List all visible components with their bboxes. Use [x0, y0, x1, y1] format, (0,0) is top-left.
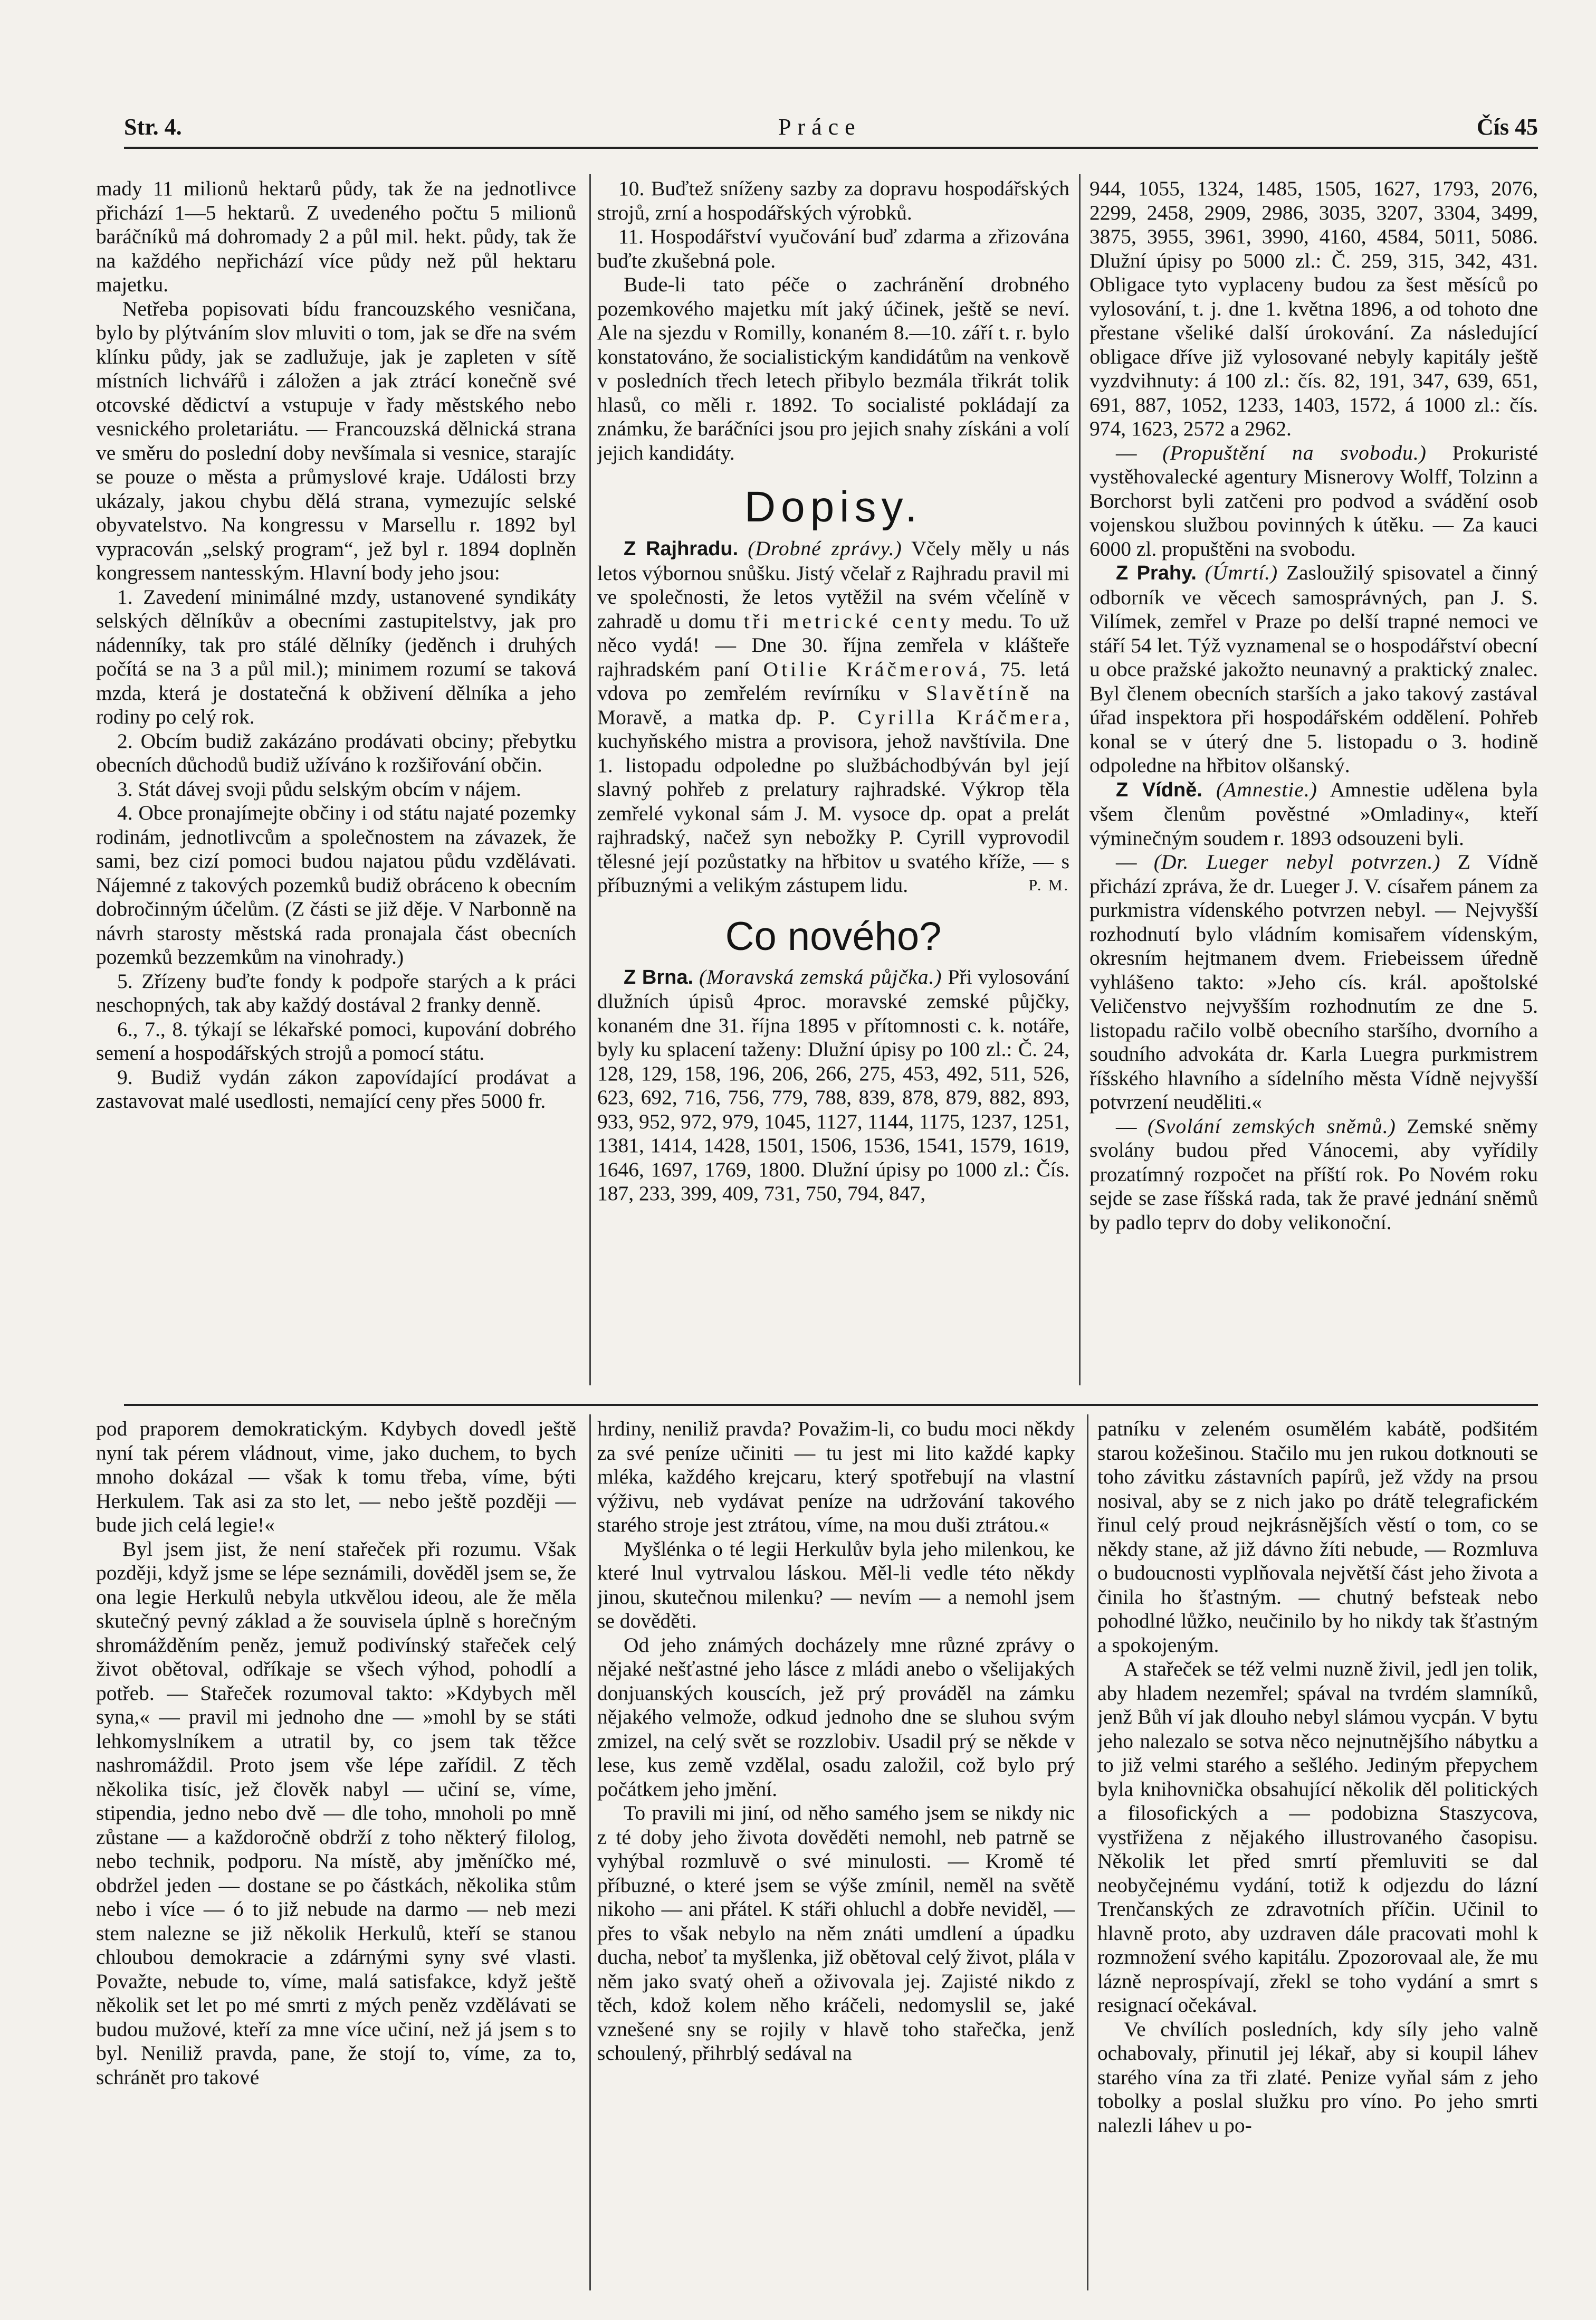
report-prahy: Z Prahy. (Úmrtí.) Zasloužilý spisovatel a činný odborník ve věcech samosprávných, pan J. S. Vilímek, zemřel v Praze po delší trapné nemoci ve stáří 54 let. Týž vyznamenal se o hospodářství obecní u obce pražské jakožto neunavný a praktický znalec. Byl členem obecních starších a jako takový zastával úřad inspektora při hospodářském oddělení. Pohřeb konal se v úterý dne 5. listopadu o 3. hodině odpoledne na hřbitov olšanský. [1090, 561, 1538, 777]
report-subtitle: (Amnestie.) [1216, 777, 1317, 801]
program-point: 2. Obcím budiž zakázáno prodávati obciny; přebytku obecních důchodů budiž užíváno k rozšiřování občin. [96, 729, 576, 776]
column-3 [1090, 177, 1538, 1385]
paragraph: A stařeček se též velmi nuzně živil, jedl jen tolik, aby hladem nezemřel; spával na tvrdém slamníků, jenž Bůh ví jak dlouho nebyl slámou vycpán. V bytu jeho nalezalo se sotva něco nejnutnějšího nábytku a to již velmi starého a sešlého. Jediným přepychem byla knihovnička obsahující několik děl politických a filosofických a — podobizna Staszycova, vystřižena z nějakého illustrovaného časopisu. Několik let před smrtí přemluviti se dal neobyčejnému vydání, totiž k odjezdu do lázní Trenčanských ze zdravotních příčin. Učinil to hlavně proto, aby uzdraven dále pracovati mohl k rozmnožení svého kapitálu. Zpozorovaal ale, že mu lázně neprospívají, zřekl se toho vydání a smrt s resignací očekával. [1097, 1657, 1538, 2017]
paragraph: Netřeba popisovati bídu francouzského vesničana, bylo by plýtváním slov mluviti o tom, jak se dře na svém klínku půdy, jak se zadlužuje, jak je zapleten v sítě místních lichvářů i záložen a jak ztrácí konečně své otcovské dědictví a vstupuje v řady městského nebo vesnického proletariátu. — Francouzská dělnická strana ve směru do poslední doby nevšímala si vesnice, starajíc se pouze o města a průmyslové kraje. Události brzy ukázaly, jakou chybu dělá strana, vymezujíc selské obyvatelstvo. Na kongressu v Marsellu r. 1892 byl vypracován „selský program“, jež byl r. 1894 doplněn kongressem nantesským. Hlavní body jeho jsou: [96, 297, 576, 584]
column-4-feuilleton [96, 1417, 576, 2283]
paragraph: Myšlénka o té legii Herkulův byla jeho milenkou, ke které lnul vytrvalou láskou. Měl-li vedle této někdy jinou, skutečnou milenku? — nevím — a nemohl jsem se dověděti. [597, 1537, 1075, 1632]
program-point: 1. Zavedení minimálné mzdy, ustanovené syndikáty selských dělníkův a obecními zastupitelstvy, jak pro nádenníky, tak pro stálé dělníky (jeděnch i druhých počítá se na 3 a půl mil.); minimem rozumí se taková mzda, která je dostatečná k obživení dělníka a jeho rodiny po celý rok. [96, 585, 576, 728]
column-divider-2 [1079, 174, 1081, 1385]
program-point: 11. Hospodářství vyučování buď zdarma a zřizována buďte zkušebná pole. [597, 225, 1069, 272]
place-name: Z Rajhradu. [624, 538, 739, 560]
report-propusteni: — (Propuštění na svobodu.) Prokuristé vystěhovalecké agentury Misnerovy Wolff, Tolzinn a Borchorst byli zatčeni pro podvod a svádění osob vojenskou službou povinných k útěku. — Za kauci 6000 zl. propuštěni na svobodu. [1090, 441, 1538, 560]
paragraph: To pravili mi jiní, od něho samého jsem se nikdy nic z té doby jeho života dověděti nemohl, neb patrně se vyhýbal rozmluvě o své minulosti. — Kromě té příbuzné, o které jsem se výše zmínil, neměl na světě nikoho — ani přátel. K stáři ohluchl a dobře neviděl, — přes to však nebylo na něm znáti umdlení a úpadku ducha, neboť ta myšlenka, již obětoval celý život, plála v něm jako svatý oheň a oživovala jej. Zajisté nikdo z těch, kdož kolem něho kráčeli, nedomyslil se, jaké vznešené sny se rojily v hlavě toho stařečka, jenž schoulený, přihrblý sedával na [597, 1801, 1075, 2065]
report-subtitle: (Úmrtí.) [1205, 561, 1278, 584]
paragraph: hrdiny, neniliž pravda? Považim-li, co budu moci někdy za své peníze učiniti — tu jest mi lito každé kapky mléka, každého krejcaru, který spotřebují na vlastní výživu, neb vydávat peníze na udržování takového starého stroje jest ztrátou, víme, na mou duši ztrátou.« [597, 1417, 1075, 1536]
report-snemy: — (Svolání zemských sněmů.) Zemské sněmy svolány budou před Vánocemi, aby vyřídily prozatímný rozpočet na příští rok. Po Novém roku sejde se zase říšská rada, tak že pravé jednání sněmů by padlo teprv do doby velikonoční. [1090, 1114, 1538, 1234]
paragraph: Ve chvílích posledních, kdy síly jeho valně ochabovaly, přinutil jej lékař, aby si koupil láhev starého vína za tři zlaté. Penize vyňal sám z jeho tobolky a poslal služku pro víno. Po jeho smrti nalezli láhev u po- [1097, 2017, 1538, 2137]
issue-number: Čís 45 [1476, 114, 1538, 140]
paragraph: patníku v zeleném osumělém kabátě, podšitém starou kožešinou. Stačilo mu jen rukou dotknouti se toho závitku zástavních papírů, jež vždy na prsou nosival, aby se z nich jako po drátě telegrafickém řinul celý proud nejkrásnějších věstí o tom, co se někdy stane, až již dávno žíti nebude, — Rozmluva o budoucnosti vyplňovala největší část jeho života a činila ho šťastným. — chutný befsteak nebo pohodlné lůžko, neučinilo by ho nikdy tak šťastným a spokojeným. [1097, 1417, 1538, 1657]
program-point: 10. Buďtež sníženy sazby za dopravu hospodářských strojů, zrní a hospodářských výrobků. [597, 177, 1069, 224]
feuilleton-rule [124, 1404, 1538, 1406]
report-subtitle: (Drobné zprávy.) [748, 537, 902, 560]
place-name: Z Prahy. [1116, 562, 1197, 584]
place-name: Z Brna. [624, 966, 694, 988]
author-signature: P. M. [1028, 877, 1069, 894]
program-point: 5. Zřízeny buďte fondy k podpoře starých a k práci neschopných, tak aby každý dostával 2 franky denně. [96, 969, 576, 1016]
paragraph: pod praporem demokratickým. Kdybych dovedl ještě nyní tak pérem vládnout, vime, jako duchem, to bych mnoho dokázal — však k tomu třeba, víme, býti Herkulem. Tak asi za sto let, — nebo ještě později — bude jich celá legie!« [96, 1417, 576, 1536]
column-6-feuilleton [1097, 1417, 1538, 2283]
report-subtitle: (Propuštění na svobodu.) [1162, 441, 1427, 464]
page-header [124, 113, 1538, 145]
page-number: Str. 4. [124, 114, 182, 140]
report-rajhrad: Z Rajhradu. (Drobné zprávy.) Včely měly u nás letos výbornou snůšku. Jistý včelař z Rajhradu pravil mi ve společnosti, že letos vytěžil na svém včelíně v zahradě u domu tři metrické centy medu. To už něco vydá! — Dne 30. října zemřela v klášteře rajhradském paní Otilie Kráčmerová, 75. letá vdova po zemřelém revírníku v Slavětíně na Moravě, a matka dp. P. Cyrilla Kráčmera, kuchyňského mistra a provisora, jehož navštívila. Dne 1. listopadu odpoledne po službáchodbýván byl její slavný pohřeb z prelatury rajhradské. Výkrop těla zemřelé vykonal sám J. M. vysoce dp. opat a prelát rajhradský, načež syn nebožky P. Cyrill vyprovodil tělesné její pozůstatky na hřbitov u svatého kříže, — s příbuznými a velikým zástupem lidu. P. M. [597, 537, 1069, 897]
column-divider-1 [589, 174, 591, 1385]
program-point: 3. Stát dávej svoji půdu selským obcím v nájem. [117, 777, 521, 801]
masthead-title: Práce [778, 114, 862, 140]
section-heading-co-noveho: Co nového? [725, 914, 942, 959]
paragraph: Bude-li tato péče o zachránění drobného pozemkového majetku mít jaký účinek, ještě se neví. Ale na sjezdu v Romilly, konaném 8.—10. září t. r. bylo konstatováno, že socialistickým kandidátům na venkově v posledních třech letech přibylo bezmála třikrát tolik hlasů, co měli r. 1892. To socialisté pokládají za známku, že baráčníci jsou pro jejich snahy získáni a volí jejich kandidáty. [597, 273, 1069, 464]
report-lueger: — (Dr. Lueger nebyl potvrzen.) Z Vídně přichází zpráva, že dr. Lueger J. V. císařem pánem za purkmistra vídenského potvrzen nebyl. — Nejvyšší rozhodnutí bylo vládním komisařem vídenským, okresním hejtmanem dvem. Friebeissem úředně vyhlášeno takto: »Jeho cís. král. apoštolské Veličenstvo nejvyšším rozhodnutím ze dne 5. listopadu račilo volbě obecního staršího, dvorního a soudního advokáta dr. Karla Luegra purkmistrem říšského hlavního a sídelního města Vídně nejvyšší potvrzení neuděliti.« [1090, 850, 1538, 1114]
program-point: 6., 7., 8. týkají se lékařské pomoci, kupování dobrého semení a hospodářských strojů a pomocí státu. [96, 1017, 576, 1064]
report-subtitle: (Dr. Lueger nebyl potvrzen.) [1153, 850, 1441, 873]
column-2 [597, 177, 1069, 1385]
column-divider-4 [1087, 1414, 1088, 2290]
report-subtitle: (Moravská zemská půjčka.) [699, 965, 942, 988]
header-rule [124, 147, 1538, 149]
place-name: Z Vídně. [1116, 778, 1202, 801]
column-1-agrarian-article [96, 177, 576, 1385]
column-5-feuilleton [597, 1417, 1075, 2283]
program-point: 9. Budiž vydán zákon zapovídající prodávat a zastavovat malé usedlosti, nemající ceny přes 5000 fr. [96, 1065, 576, 1113]
paragraph: mady 11 milionů hektarů půdy, tak že na jednotlivce přichází 1—5 hektarů. Z uvedeného počtu 5 milionů baráčníků má dohromady 2 a půl mil. hekt. půdy, tak že na každého nepřichází více půdy než půl hektaru majetku. [96, 177, 576, 296]
section-heading-dopisy: Dopisy. [744, 483, 923, 531]
report-brna: Z Brna. (Moravská zemská půjčka.) Při vylosování dlužních úpisů 4proc. moravské zemské půjčky, konaném dne 31. října 1895 v přítomnosti c. k. notáře, byly ku splacení taženy: Dlužní úpisy po 100 zl.: Č. 24, 128, 129, 158, 196, 206, 266, 275, 453, 492, 511, 526, 623, 692, 716, 756, 779, 788, 839, 878, 879, 882, 893, 933, 952, 972, 979, 1045, 1127, 1144, 1175, 1237, 1251, 1381, 1414, 1428, 1501, 1506, 1536, 1541, 1579, 1619, 1646, 1697, 1769, 1800. Dlužní úpisy po 1000 zl.: Čís. 187, 233, 399, 409, 731, 750, 794, 847, [597, 965, 1069, 1205]
program-point: 4. Obce pronajímejte občiny i od státu najaté pozemky rodinám, jednotlivcům a společnostem na závazek, že sami, bez cizí pomoci budou najatou půdu vzdělávati. Nájemné z takových pozemků budiž obráceno k obecním dobročinným účelům. (Z části se již děje. V Narbonně na návrh starosty městská rada pronajala část obecních pozemků bezzemkům na vinohrady.) [96, 801, 576, 968]
report-subtitle: (Svolání zemských sněmů.) [1148, 1114, 1396, 1138]
paragraph: 944, 1055, 1324, 1485, 1505, 1627, 1793, 2076, 2299, 2458, 2909, 2986, 3035, 3207, 3304, 3499, 3875, 3955, 3961, 3990, 4160, 4584, 5011, 5086. Dlužní úpisy po 5000 zl.: Č. 259, 315, 342, 431. Obligace tyto vyplaceny budou za šest měsíců po vylosování, t. j. dne 1. května 1896, a od tohoto dne přestane všeliké další úrokování. Za následující obligace dříve již vylosované nebyly kapitály ještě vyzdvihnuty: á 100 zl.: čís. 82, 191, 347, 639, 651, 691, 887, 1052, 1233, 1403, 1572, á 1000 zl.: čís. 974, 1623, 2572 a 2962. [1090, 177, 1538, 440]
column-divider-3 [589, 1414, 591, 2290]
paragraph: Byl jsem jist, že není stařeček při rozumu. Však později, když jsme se lépe seznámili, dověděl jsem se, že ona legie Herkulů nebyla utkvělou ideou, ale že měla skutečný pevný základ a že souvisela úplně s horečným shromážděním peněz, jemuž podivínský stařeček celý život obětoval, odříkaje se všech výhod, pohodlí a potřeb. — Stařeček rozumoval takto: »Kdybych měl syna,« — pravil mi jednoho dne — »mohl by se státi lehkomyslníkem a utratil by, co jsem tak těžce nashromáždil. Proto jsem vše lépe zařídil. Z těch několika tisíc, jež člověk nabyl — učiní se, víme, stipendia, jedno nebo dvě — dle toho, mnoholi po mně zůstane — a každoročně obdrží z toho některý filolog, nebo technik, podporu. Na místě, aby jměníčko mé, obdržel jeden — dostane se po částkách, několika stům nebo i více — ó to již nebude na darmo — neb mezi stem nalezne se již několik Herkulů, kteří se stanou chloubou demokracie a zdárnými syny své vlasti. Považte, nebude to, víme, malá satisfakce, když ještě několik set let po mé smrti z mých peněz vzdělávati se budou mužové, kteří za mne více učiní, než já jsem s to byl. Neniliž pravda, pane, že stojí to, víme, za to, schránět pro takové [96, 1537, 576, 2089]
paragraph: Od jeho známých docházely mne různé zprávy o nějaké nešťastné jeho lásce z mládi anebo o všelijakých donjuanských kouscích, jež prý prováděl na zámku nějakého velmože, odkud jednoho dne se sluhou svým zmizel, na celý svět se rozzlobiv. Usadil prý se někde v lese, kus země vzdělal, osadu založil, což bylo prý počátkem jeho jmění. [597, 1633, 1075, 1801]
report-vidne: Z Vídně. (Amnestie.) Amnestie udělena byla všem členům pověstné »Omladiny«, kteří výminečným soudem r. 1893 odsouzeni byli. [1090, 777, 1538, 850]
